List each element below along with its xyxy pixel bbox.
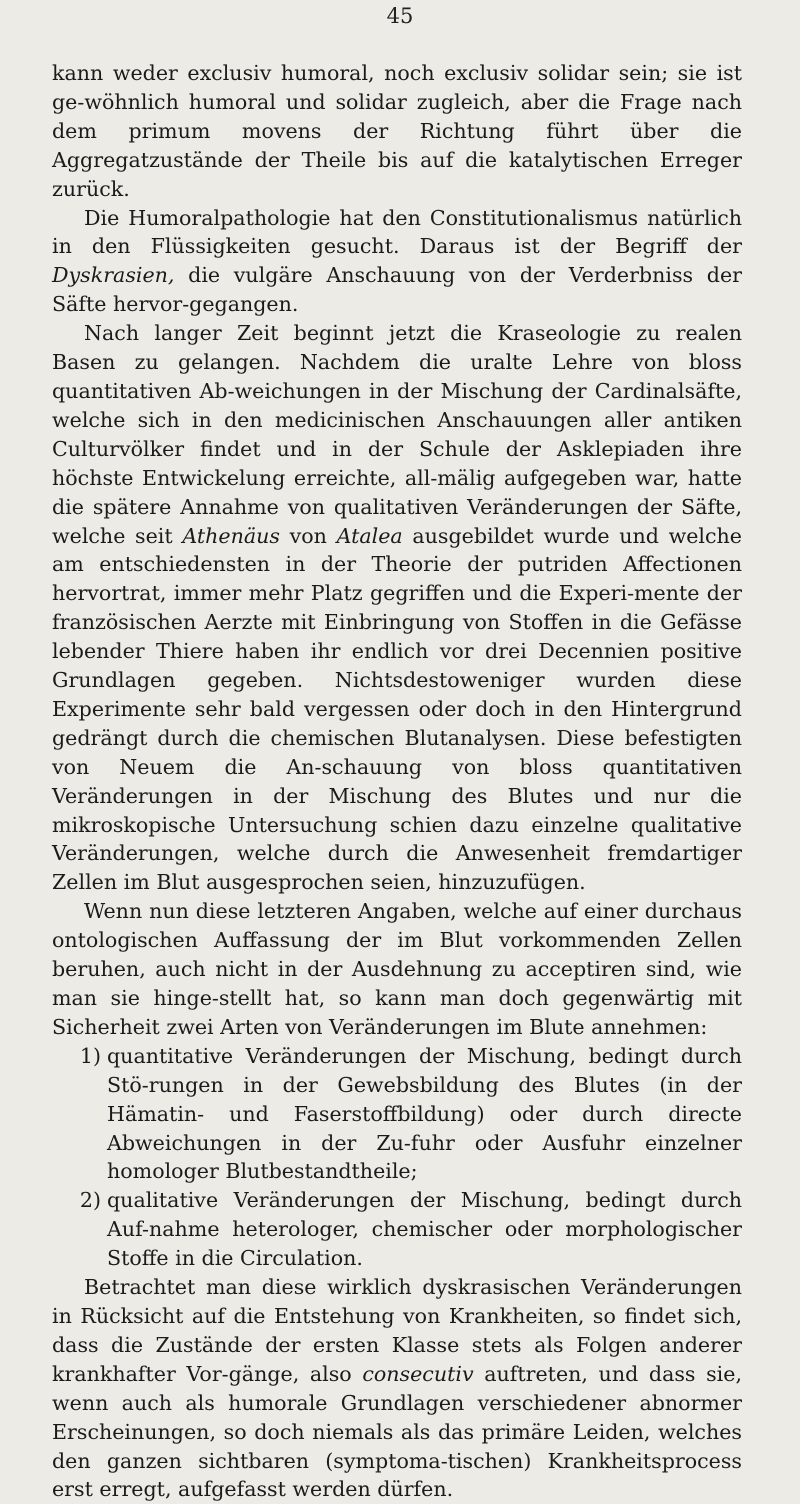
list-item-number: 1): [79, 1043, 101, 1068]
list-item: [52, 1186, 742, 1273]
paragraph-continuation: kann weder exclusiv humoral, noch exclusiv solidar sein; sie ist ge-wöhnlich humoral und solidar zugleich, aber die Frage nach dem primum movens der Richtung führt über die Aggregatzustände der Theile bis auf die katalytischen Erreger zurück.: [52, 61, 742, 201]
list-item-number: 2): [79, 1188, 101, 1213]
text-run: Betrachtet man diese wirklich dyskrasischen Veränderungen in Rücksicht auf die Entstehung von Krankheiten, so findet sich, dass die Zustände der ersten Klasse stets als Folgen anderer krankhafter Vor-gänge, also: [52, 1275, 742, 1386]
page-number: 45: [386, 4, 414, 28]
paragraph-kraseologie: [52, 319, 742, 897]
list-item: [52, 1042, 742, 1187]
text-run: Nach langer Zeit beginnt jetzt die Kraseologie zu realen Basen zu gelangen. Nachdem die uralte Lehre von bloss quantitativen Ab-weichungen in der Mischung der Cardinalsäfte, welche sich in den medicinischen Anschauungen aller antiken Culturvölker findet und in der Schule der Asklepiaden ihre höchste Entwickelung erreichte, all-mälig aufgegeben war, hatte die spätere Annahme von qualitativen Veränderungen der Säfte, welche seit: [52, 321, 742, 548]
text-run: ausgebildet wurde und welche am entschiedensten in der Theorie der putriden Affectionen hervortrat, immer mehr Platz gegriffen und die Experi-mente der französischen Aerzte mit Einbringung von Stoffen in die Gefässe lebender Thiere haben ihr endlich vor drei Decennien positive Grundlagen gegeben. Nichtsdestoweniger wurden diese Experimente sehr bald vergessen oder doch in den Hintergrund gedrängt durch die chemischen Blutanalysen. Diese befestigten von Neuem die An-schauung von bloss quantitativen Veränderungen in der Mischung des Blutes und nur die mikroskopische Untersuchung schien dazu einzelne qualitative Veränderungen, welche durch die Anwesenheit fremdartiger Zellen im Blut ausgesprochen seien, hinzuzufügen.: [52, 523, 742, 895]
list-item-text: quantitative Veränderungen der Mischung, bedingt durch Stö-rungen in der Gewebsbildung des Blutes (in der Hämatin- und Faserstoffbildung) oder durch directe Abweichungen in der Zu-fuhr oder Ausfuhr einzelner homologer Blutbestandtheile;: [107, 1043, 742, 1184]
body-text: [52, 59, 742, 1504]
emphasis-athenaeus: Athenäus: [182, 523, 280, 548]
emphasis-atalea: Atalea: [336, 523, 403, 548]
paragraph-angaben: Wenn nun diese letzteren Angaben, welche auf einer durchaus ontologischen Auffassung der im Blut vorkommenden Zellen beruhen, auch nicht in der Ausdehnung zu acceptiren sind, wie man sie hinge-stellt hat, so kann man doch gegenwärtig mit Sicherheit zwei Arten von Veränderungen im Blute annehmen:: [52, 899, 742, 1039]
list-item-text: qualitative Veränderungen der Mischung, bedingt durch Auf-nahme heterologer, chemischer oder morphologischer Stoffe in die Circulation.: [107, 1188, 742, 1271]
paragraph-humoralpathologie: [52, 204, 742, 320]
emphasis-dyskrasien: Dyskrasien,: [52, 263, 175, 288]
paragraph-closing: [52, 1273, 742, 1504]
emphasis-consecutiv: consecutiv: [362, 1361, 474, 1386]
text-run: auftreten, und dass sie, wenn auch als humorale Grundlagen verschiedener abnormer Erscheinungen, so doch niemals als das primäre Leiden, welches den ganzen sichtbaren (symptoma-tischen) Krankheitsprocess erst erregt, aufgefasst werden dürfen.: [52, 1361, 742, 1502]
text-run: die vulgäre Anschauung von der Verderbniss der Säfte hervor-gegangen.: [52, 263, 742, 317]
text-run: Die Humoralpathologie hat den Constitutionalismus natürlich in den Flüssigkeiten gesucht. Daraus ist der Begriff der: [52, 205, 742, 259]
text-run: von: [279, 523, 337, 548]
